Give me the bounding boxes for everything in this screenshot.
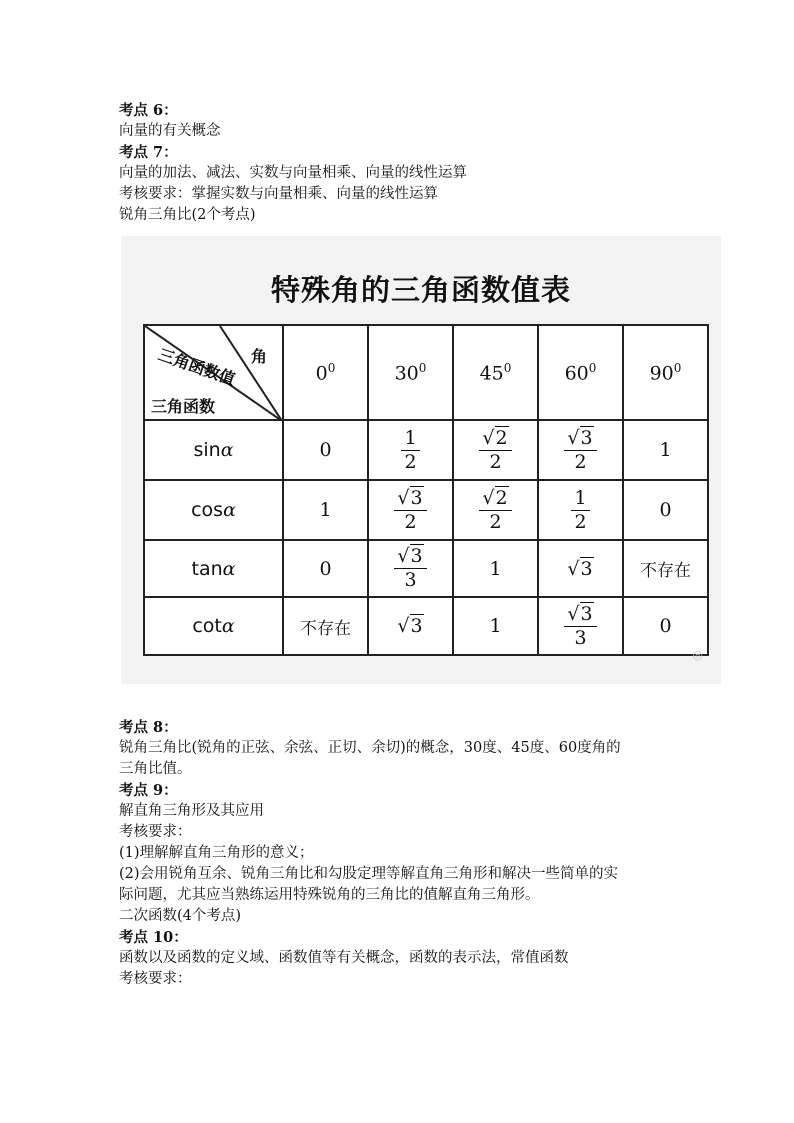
radicand: 3 xyxy=(580,426,593,449)
sqrt-expression xyxy=(397,614,423,637)
sqrt-sign-icon: √ xyxy=(482,486,495,509)
text-line: 向量的有关概念 xyxy=(119,123,221,139)
section-heading: 考点 8： xyxy=(119,719,178,736)
angle-value: 0 xyxy=(315,362,328,385)
function-variable: α xyxy=(221,615,235,637)
angle-value: 45 xyxy=(479,362,504,385)
value-cell xyxy=(283,420,368,480)
value-cell xyxy=(453,480,538,540)
value-cell xyxy=(453,597,538,655)
function-name-cell xyxy=(144,540,283,597)
table-row xyxy=(144,420,708,480)
table-row xyxy=(144,597,708,655)
function-name: sin xyxy=(193,439,221,461)
sqrt-sign-icon: √ xyxy=(567,557,580,580)
value-text: 0 xyxy=(659,499,672,521)
sqrt-sign-icon: √ xyxy=(567,602,580,625)
angle-header xyxy=(453,325,538,420)
value-cell xyxy=(283,597,368,655)
top-text-block xyxy=(119,100,699,226)
value-cell xyxy=(623,597,708,655)
value-cell xyxy=(283,480,368,540)
value-cell xyxy=(368,540,453,597)
value-cell xyxy=(283,540,368,597)
numerator xyxy=(479,428,511,451)
function-variable: α xyxy=(223,499,236,521)
fraction xyxy=(394,488,426,533)
value-text: 0 xyxy=(319,557,332,580)
angle-header xyxy=(283,325,368,420)
degree-mark: 0 xyxy=(503,360,512,375)
radicand: 2 xyxy=(495,486,508,509)
fraction xyxy=(571,488,589,533)
value-cell xyxy=(538,480,623,540)
sqrt-expression xyxy=(482,426,508,449)
text-line: (1)理解解直角三角形的意义； xyxy=(119,845,314,861)
text-line: 函数以及函数的定义域、函数值等有关概念，函数的表示法，常值函数 xyxy=(119,950,569,966)
value-text: 不存在 xyxy=(640,561,691,581)
denominator: 2 xyxy=(489,510,502,533)
function-name-cell xyxy=(144,420,283,480)
sqrt-sign-icon: √ xyxy=(397,545,410,568)
degree-mark: 0 xyxy=(588,360,597,375)
sqrt-sign-icon: √ xyxy=(567,426,580,449)
value-cell xyxy=(538,540,623,597)
sqrt-expression xyxy=(567,557,593,580)
sqrt-sign-icon: √ xyxy=(397,486,410,509)
denominator: 2 xyxy=(404,450,417,473)
sqrt-expression xyxy=(567,602,593,625)
denominator: 2 xyxy=(574,450,587,473)
value-text: 1 xyxy=(489,615,502,637)
angle-value: 90 xyxy=(649,362,674,385)
text-line: 向量的加法、减法、实数与向量相乘、向量的线性运算 xyxy=(119,165,467,181)
function-variable: α xyxy=(222,557,236,580)
fraction xyxy=(564,604,596,649)
degree-mark: 0 xyxy=(418,360,427,375)
denominator: 2 xyxy=(489,450,502,473)
trig-values-table xyxy=(143,324,709,656)
value-text: 1 xyxy=(659,439,672,461)
corner-value-label: 三角函数值 xyxy=(155,344,238,389)
function-variable: α xyxy=(220,439,234,461)
angle-header xyxy=(368,325,453,420)
sqrt-sign-icon: √ xyxy=(397,615,410,637)
bottom-text-block xyxy=(119,717,699,990)
table-row xyxy=(144,540,708,597)
degree-mark: 0 xyxy=(673,360,682,375)
value-cell xyxy=(623,480,708,540)
numerator xyxy=(564,604,596,627)
value-cell xyxy=(368,480,453,540)
fraction xyxy=(479,488,511,533)
fraction xyxy=(564,428,596,473)
fraction xyxy=(401,428,419,473)
table-corner-header xyxy=(144,325,283,420)
numerator: 1 xyxy=(571,488,589,511)
numerator xyxy=(564,428,596,451)
value-cell xyxy=(623,540,708,597)
text-line: 考核要求： xyxy=(119,824,192,840)
value-cell xyxy=(453,540,538,597)
radicand: 3 xyxy=(410,615,423,637)
sqrt-expression xyxy=(567,426,593,449)
corner-angle-label: 角 xyxy=(251,347,268,366)
sqrt-expression xyxy=(397,486,423,509)
sqrt-expression xyxy=(482,486,508,509)
value-cell xyxy=(623,420,708,480)
angle-header xyxy=(538,325,623,420)
value-text: 0 xyxy=(659,615,672,637)
angle-value: 60 xyxy=(564,362,589,385)
numerator xyxy=(394,488,426,511)
value-text: 1 xyxy=(319,499,332,521)
value-cell xyxy=(368,597,453,655)
text-line: 三角比值。 xyxy=(119,761,192,777)
value-cell xyxy=(453,420,538,480)
function-name: cot xyxy=(192,615,222,637)
watermark-icon: ◎ xyxy=(692,648,703,662)
angle-value: 30 xyxy=(394,362,419,385)
fraction xyxy=(394,546,426,591)
denominator: 3 xyxy=(404,569,417,591)
trig-table-figure xyxy=(121,236,721,684)
numerator xyxy=(394,546,426,569)
function-name: cos xyxy=(191,499,224,521)
section-heading: 考点 7： xyxy=(119,144,178,161)
value-text: 不存在 xyxy=(300,618,351,639)
value-text: 0 xyxy=(319,439,332,461)
value-cell xyxy=(538,420,623,480)
text-line: 际问题，尤其应当熟练运用特殊锐角的三角比的值解直角三角形。 xyxy=(119,887,540,903)
value-text: 1 xyxy=(489,557,502,580)
denominator: 2 xyxy=(574,510,587,533)
denominator: 2 xyxy=(404,510,417,533)
angle-header xyxy=(623,325,708,420)
degree-mark: 0 xyxy=(327,360,336,375)
denominator: 3 xyxy=(574,626,587,649)
section-heading: 考点 10： xyxy=(119,929,188,946)
numerator: 1 xyxy=(401,428,419,451)
radicand: 3 xyxy=(580,557,593,580)
section-heading: 考点 6： xyxy=(119,102,178,119)
text-line: (2)会用锐角互余、锐角三角比和勾股定理等解直角三角形和解决一些简单的实 xyxy=(119,866,619,882)
function-name: tan xyxy=(191,557,223,580)
text-line: 考核要求：掌握实数与向量相乘、向量的线性运算 xyxy=(119,186,438,202)
table-row xyxy=(144,480,708,540)
sqrt-expression xyxy=(397,544,423,567)
value-cell xyxy=(368,420,453,480)
text-line: 解直角三角形及其应用 xyxy=(119,803,264,819)
sqrt-sign-icon: √ xyxy=(482,426,495,449)
radicand: 3 xyxy=(580,602,593,625)
text-line: 锐角三角比(2个考点) xyxy=(119,207,256,223)
text-line: 二次函数(4个考点) xyxy=(119,908,242,924)
radicand: 3 xyxy=(410,545,423,568)
value-cell xyxy=(538,597,623,655)
radicand: 2 xyxy=(495,426,508,449)
text-line: 锐角三角比(锐角的正弦、余弦、正切、余切)的概念，30度、45度、60度角的 xyxy=(119,740,621,756)
corner-function-label: 三角函数 xyxy=(151,397,216,416)
numerator xyxy=(479,488,511,511)
text-line: 考核要求： xyxy=(119,971,192,987)
fraction xyxy=(479,428,511,473)
table-title: 特殊角的三角函数值表 xyxy=(270,273,571,307)
function-name-cell xyxy=(144,480,283,540)
section-heading: 考点 9： xyxy=(119,782,178,799)
radicand: 3 xyxy=(410,486,423,509)
function-name-cell xyxy=(144,597,283,655)
